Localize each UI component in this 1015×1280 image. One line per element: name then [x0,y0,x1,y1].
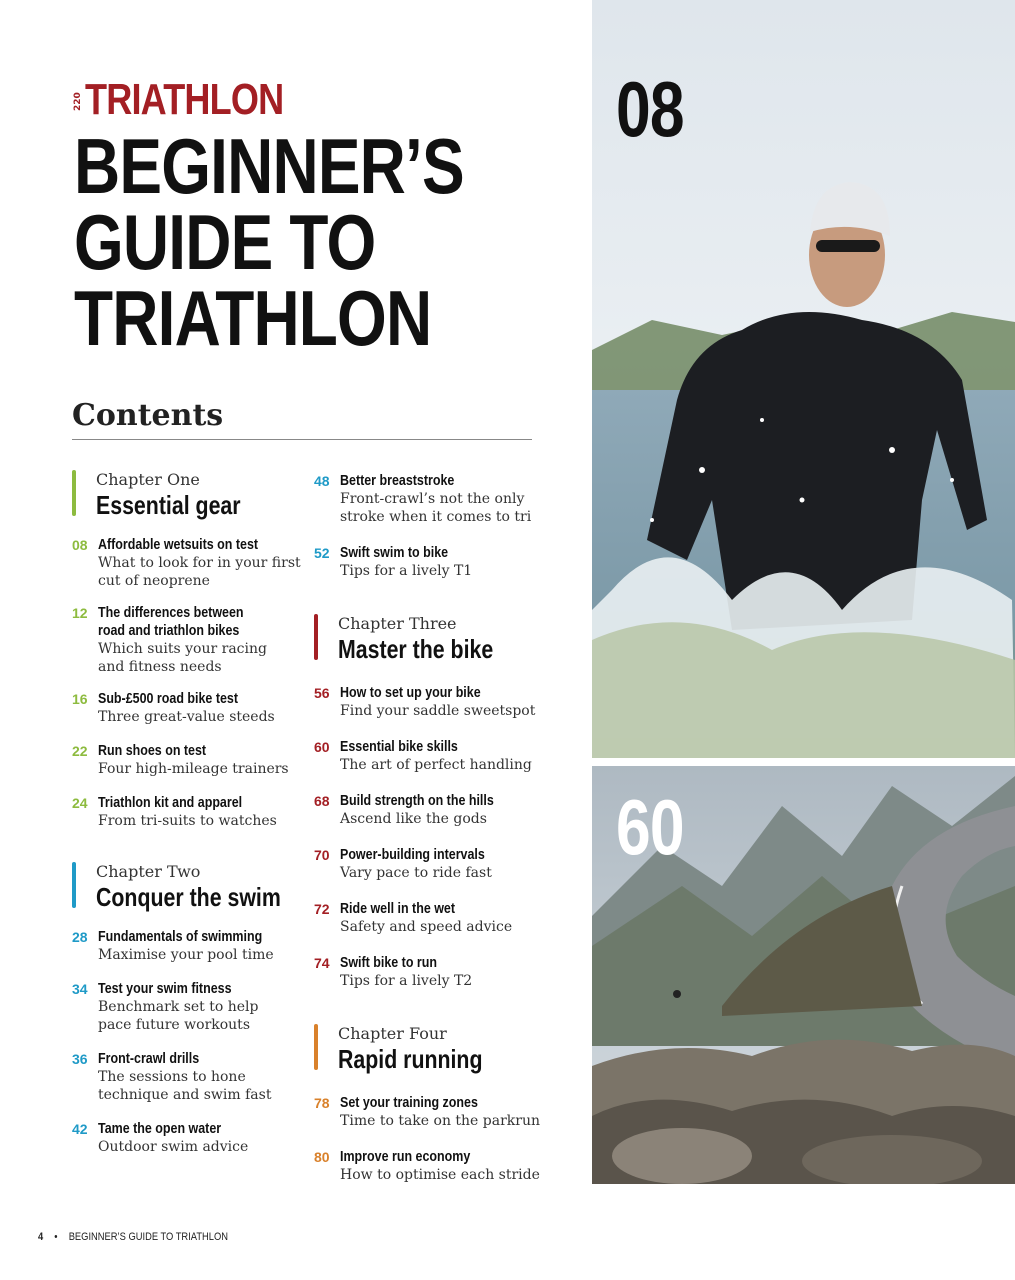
entry-page-number: 52 [314,545,330,561]
entry-page-number: 12 [72,605,88,621]
entry-description: Maximise your pool time [98,947,274,963]
entry-description: Ascend like the gods [340,811,487,827]
contents-entry[interactable] [72,1120,302,1156]
contents-entry[interactable] [72,604,302,676]
contents-entry[interactable] [72,980,302,1034]
contents-entry[interactable] [72,536,302,590]
swimmer-photo [592,0,1015,758]
entry-description: Time to take on the parkrun [340,1113,541,1129]
entry-page-number: 36 [72,1051,88,1067]
entry-page-number: 68 [314,793,330,809]
entry-page-number: 48 [314,473,330,489]
entry-description: technique and swim fast [98,1087,272,1103]
entry-page-number: 42 [72,1121,88,1137]
entry-page-number: 70 [314,847,330,863]
entry-page-number: 16 [72,691,88,707]
entry-description: pace future workouts [98,1017,250,1033]
contents-entry[interactable] [314,954,554,990]
entry-page-number: 56 [314,685,330,701]
entry-title: Front-crawl drills [98,1051,200,1067]
entry-title: road and triathlon bikes [98,623,240,639]
entry-title: Power-building intervals [340,847,485,863]
photo-page-label: 60 [616,783,684,871]
entry-page-number: 74 [314,955,330,971]
entry-page-number: 78 [314,1095,330,1111]
contents-entry[interactable] [72,1050,302,1104]
chapter-label: Chapter Two [96,862,201,881]
entry-description: Four high-mileage trainers [98,761,289,777]
entry-description: From tri-suits to watches [98,813,277,829]
title-line: TRIATHLON [74,274,432,362]
entry-title: Tame the open water [98,1121,222,1137]
page-title [74,122,549,362]
contents-entry[interactable] [72,742,302,778]
contents-column-right [314,472,554,1184]
entry-title: Build strength on the hills [340,793,494,809]
entry-title: How to set up your bike [340,685,481,701]
entry-description: Find your saddle sweetspot [340,703,536,719]
contents-heading: Contents [72,398,224,433]
magazine-logo [73,75,327,124]
entry-description: Tips for a lively T1 [340,563,473,579]
entry-title: Sub-£500 road bike test [98,691,238,707]
logo-prefix: 220 [73,92,83,112]
entry-description: Benchmark set to help [98,999,259,1015]
chapter-title: Essential gear [96,490,241,520]
entry-description: cut of neoprene [98,573,210,589]
contents-entry[interactable] [314,738,554,774]
contents-entry[interactable] [314,900,554,936]
chapter-title: Master the bike [338,634,494,664]
chapter-color-bar [72,862,76,908]
entry-title: Set your training zones [340,1095,478,1111]
entry-page-number: 60 [314,739,330,755]
mountain-road-photo [592,766,1015,1184]
entry-description: Outdoor swim advice [98,1139,249,1155]
photo-page-label: 08 [616,65,684,153]
entry-title: Essential bike skills [340,739,458,755]
entry-description: The sessions to hone [98,1069,246,1085]
chapter-label: Chapter Three [338,614,457,633]
chapter-title: Conquer the swim [96,882,281,912]
chapter-label: Chapter Four [338,1024,447,1043]
contents-entry[interactable] [314,792,554,828]
entry-title: Swift bike to run [340,955,437,971]
entry-page-number: 80 [314,1149,330,1165]
chapter-heading [72,470,302,520]
contents-divider [72,439,532,440]
entry-title: Ride well in the wet [340,901,456,917]
footer-separator: • [54,1231,58,1243]
contents-entry[interactable] [72,928,302,964]
entry-page-number: 22 [72,743,88,759]
entry-title: Swift swim to bike [340,545,449,561]
title-line: BEGINNER’S [74,122,464,210]
contents-entry[interactable] [314,1148,554,1184]
contents-entry[interactable] [72,794,302,830]
contents-entry[interactable] [314,544,554,580]
entry-page-number: 28 [72,929,88,945]
entry-page-number: 24 [72,795,88,811]
entry-title: Better breaststroke [340,473,455,489]
chapter-label: Chapter One [96,470,200,489]
contents-entry[interactable] [314,684,554,720]
entry-page-number: 72 [314,901,330,917]
entry-title: The differences between [98,605,244,621]
entry-description: Vary pace to ride fast [340,865,492,881]
chapter-color-bar [314,1024,318,1070]
entry-title: Improve run economy [340,1149,471,1165]
entry-title: Run shoes on test [98,743,207,759]
entry-description: The art of perfect handling [340,757,532,773]
chapter-heading [72,862,302,912]
chapter-heading [314,1024,554,1074]
footer-page-number: 4 [38,1231,44,1243]
page-footer [38,1231,228,1243]
entry-title: Affordable wetsuits on test [98,537,259,553]
entry-description: Which suits your racing [98,641,267,657]
entry-page-number: 34 [72,981,88,997]
chapter-heading [314,614,554,664]
entry-title: Triathlon kit and apparel [98,795,243,811]
contents-column-left [72,470,302,1156]
chapter-color-bar [72,470,76,516]
contents-entry[interactable] [314,472,554,526]
entry-title: Test your swim fitness [98,981,232,997]
entry-title: Fundamentals of swimming [98,929,263,945]
footer-title: BEGINNER’S GUIDE TO TRIATHLON [68,1231,229,1243]
contents-entry[interactable] [314,846,554,882]
entry-description: Safety and speed advice [340,919,513,935]
entry-page-number: 08 [72,537,88,553]
title-line: GUIDE TO [74,198,376,286]
contents-entry[interactable] [314,1094,554,1130]
entry-description: and fitness needs [98,659,222,675]
chapter-title: Rapid running [338,1044,483,1074]
entry-description: Three great-value steeds [98,709,275,725]
chapter-color-bar [314,614,318,660]
entry-description: stroke when it comes to tri [340,509,532,525]
entry-description: What to look for in your first [98,555,301,571]
logo-wordmark: TRIATHLON [85,75,284,124]
entry-description: Tips for a lively T2 [340,973,473,989]
entry-description: Front-crawl’s not the only [340,491,525,507]
contents-entry[interactable] [72,690,302,726]
entry-description: How to optimise each stride [340,1167,540,1183]
